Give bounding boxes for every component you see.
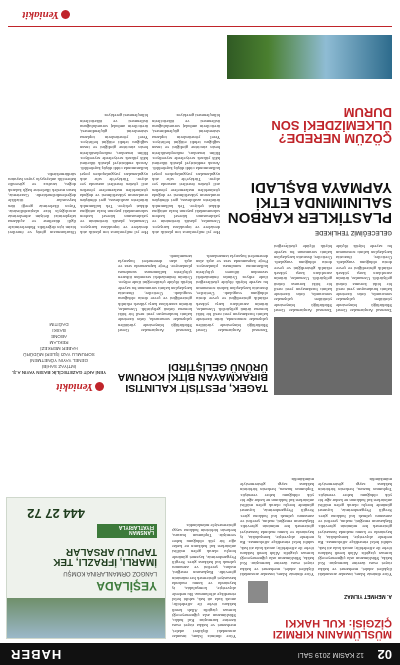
page-number: 02 [377,647,392,662]
section-title: HABER [10,647,62,662]
masthead-line: SORUMLU YAZI İŞLERİ MÜDÜRÜ [23,352,95,357]
plastics-body-col3: Okurlarımızın görüş ve önerileri bizim için değerlidir. Haberlerimizle ilgili düzeltme ve açıklama taleplerinizi iletişim adreslerimiz aracılığıyla bize ulaştırabilirsiniz. Yayın ilkelerimiz gereği tüm başvurular titizlikle değerlendirilmektedir. Gazetemiz, basın meslek ilkelerine bağlı kalarak doğru, tarafsız ve güvenilir habercilik anlayışıyla yayın hayatını sürdürmektedir. [8,171,76,235]
tagek-body-col1: Tarımsal Araştırmalar Genel Müdürlüğü bünyesinde yürütülen çalışmalar sonucunda, ürün üzerinde kalıntı bırakmayan yeni nesil bir bitki koruma ürünü geliştirildi. Uzmanlar, ürünün zararlılara karşı yüksek etkinlik gösterdiğini ve çevre dostu olduğunu vurguladı. Üreticiler, ihracatta karşılaşılan kalıntı sorununun bu sayede büyük ölçüde [336,244,392,313]
plastics-body-col2: Her yıl milyonlarca ton plastik atık denizlere ve topraklara karışıyor. Uzmanlar, plastik üretiminin ve yakılmasının küresel karbon salınımındaki payının hızla arttığına dikkat çekiyor. Tek kullanımlık ürünlerin azaltılması, geri dönüşüm oranlarının yükseltilmesi ve doğada çözünebilen malzemelere yönelim acil çözüm önerileri arasında yer alıyor. Türkiye'de sıfır atık uygulamaları yaygınlaşırken poşet kullanımında ciddi düşüş kaydedildi. Ancak endüstriyel plastik tüketimi hâlâ yüksek seviyelerde seyrediyor. Bilim insanları, mikroplastiklerin besin zincirine girdiğini ve insan sağlığını tehdit ettiğini belirtiyor. Yerel yönetimlerin toplama sistemlerini güçlendirmesi, üreticilerin ambalaj sorumluluğunu üstlenmesi ve tüketicilerin bilinçlenmesi gerekiyor. [80,113,148,235]
kul-hakki-body-col2: Yüce dinimiz İslam, insanlar arasındaki ilişkileri adalet, merhamet ve hakka riayet esası üzerine kurmuştur. Kul hakkı, Müslümanın asla çiğnemeyeceği kırmızı çizgidir. Allah kendi hakkını tövbe ile affedebilir; ancak kula ait hak, sahibi helal etmedikçe affolunmaz. Bu nedenle alışverişte, komşulukta, iş hayatında ve kamu malında hassasiyet göstermek her müminin görevidir. Başkasının emeğini, malını, şerefini ve zamanını çalmak kul hakkına girer. Sevgili Peygamberimiz, kıyamet gününde borçlu olarak gelen müflisi anlatırken kul hakkının ne kadar ağır bir yük olduğunu haber vermiştir. Toplumun huzuru, herkesin birbirinin hakkına saygı göstermesiyle mümkündür. [240,476,314,577]
masthead-line: REKLAM [49,340,69,345]
tagek-photo [274,317,392,395]
tagek-body-col2: Tarımsal Araştırmalar Genel Müdürlüğü bünyesinde yürütülen çalışmalar sonucunda, ürün üzerinde kalıntı bırakmayan yeni nesil bir bitki koruma ürünü geliştirildi. Uzmanlar, ürünün zararlılara karşı yüksek etkinlik gösterdiğini ve çevre dostu olduğunu vurguladı. Üreticiler, ihracatta karşılaşılan kalıntı sorununun bu sayede büyük ölçüde çözüleceğini [274,244,332,313]
masthead-line: İMTİYAZ SAHİBİ [41,364,77,369]
kul-hakki-headline: MÜSLÜMANIN KIRMIZI ÇİZGİSİ: KUL HAKKI [272,617,392,640]
masthead-list [8,243,110,375]
author-photo [248,581,268,603]
real-estate-ad [6,497,166,639]
plastics-body-col1: Her yıl milyonlarca ton plastik atık denizlere ve topraklara karışıyor. Uzmanlar, plastik üretiminin ve yakılmasının küresel karbon salınımındaki payının hızla arttığına dikkat çekiyor. Tek kullanımlık ürünlerin azaltılması, geri dönüşüm oranlarının yükseltilmesi ve doğada çözünebilen malzemelere yönelim acil çözüm önerileri arasında yer alıyor. Türkiye'de sıfır atık uygulamaları yaygınlaşırken poşet kullanımında ciddi düşüş kaydedildi. Ancak endüstriyel plastik tüketimi hâlâ yüksek seviyelerde seyrediyor. Bilim insanları, mikroplastiklerin besin zincirine girdiğini ve insan sağlığını tehdit ettiğini belirtiyor. Yerel yönetimlerin toplama sistemlerini güçlendirmesi, üreticilerin ambalaj sorumluluğunu üstlenmesi ve tüketicilerin bilinçlenmesi gerekiyor. [152,113,220,235]
tagek-body-col3: Tarımsal Araştırmalar Genel Müdürlüğü bünyesinde yürütülen çalışmalar sonucunda, ürün üzerinde kalıntı bırakmayan yeni nesil bir bitki koruma ürünü geliştirildi. Uzmanlar, ürünün zararlılara karşı yüksek etkinlik gösterdiğini ve çevre dostu olduğunu vurguladı. Üreticiler, ihracatta karşılaşılan kalıntı sorununun bu sayede büyük ölçüde çözüleceğini ifade ediyor. Ürünün önümüzdeki sezondan itibaren çiftçilerin kullanımına sunulması planlanıyor. Proje kapsamında sera ve açık alan denemeleri başarıyla tamamlandı. [196,253,268,333]
footer-logo-name: Yeniakit [22,9,59,21]
tagek-body-col4: Tarımsal Araştırmalar Genel Müdürlüğü bünyesinde yürütülen çalışmalar sonucunda, ürün üzerinde kalıntı bırakmayan yeni nesil bir bitki koruma ürünü geliştirildi. Uzmanlar, ürünün zararlılara karşı yüksek etkinlik gösterdiğini ve çevre dostu olduğunu vurguladı. Üreticiler, ihracatta karşılaşılan kalıntı sorununun bu sayede büyük ölçüde çözüleceğini ifade ediyor. Ürünün önümüzdeki sezondan itibaren çiftçilerin kullanımına sunulması planlanıyor. Proje kapsamında sera ve açık alan denemeleri başarıyla tamamlandı. [118,253,192,333]
masthead-line: BASKI [52,328,66,333]
plastics-kicker: GELECEĞİMİZ TEHLİKEDE [314,229,392,235]
ad-headline: İMARLI, İFRAZLI, TEK TAPULU ARSALAR [53,546,157,567]
plastics-photo [227,35,392,79]
masthead-line: YENİ AKİT GAZETECİLİK BASIN YAYIN A.Ş. [11,370,107,375]
masthead-line: HABER MERKEZİ [40,346,78,351]
kul-hakki-body: Yüce dinimiz İslam, insanlar arasındaki ilişkileri adalet, merhamet ve hakka riayet esası üzerine kurmuştur. Kul hakkı, Müslümanın asla çiğnemeyeceği kırmızı çizgidir. Allah kendi hakkını tövbe ile affedebilir; ancak kula ait hak, sahibi helal etmedikçe affolunmaz. Bu nedenle alışverişte, komşulukta, iş hayatında ve kamu malında hassasiyet göstermek her müminin görevidir. Başkasının emeğini, malını, şerefini ve zamanını çalmak kul hakkına girer. Sevgili Peygamberimiz, kıyamet gününde borçlu olarak gelen müflisi anlatırken kul hakkının ne kadar ağır bir yük olduğunu haber vermiştir. Toplumun huzuru, herkesin birbirinin hakkına saygı göstermesiyle mümkündür. [318,476,392,577]
ad-photo [7,598,165,638]
footer-logo [22,9,70,21]
footer-rule [8,26,392,27]
logo-mark-icon [95,382,104,391]
masthead-line: DAĞITIM [49,322,69,327]
ad-brand: YEŞİLADA [96,579,157,593]
masthead-line: GENEL YAYIN YÖNETMENİ [29,358,89,363]
masthead-logo [56,381,104,393]
footer-logo-mark-icon [61,10,70,19]
issue-date: 12 KASIM 2019 SALI [297,651,364,658]
masthead-name: Yeniakit [56,381,93,393]
ad-badge [97,524,157,538]
page-header-bar [0,643,400,665]
tagek-headline: TAGEK, PESTİSİT KALINTISI BIRAKMAYAN BİTKİ KORUMA ÜRÜNÜ GELİŞTİRDİ [118,361,268,394]
kul-hakki-byline: A. MEHMET YILMAZ [344,593,392,599]
ad-tagline: LANGOZ ORMANLARINA KOMŞU [63,570,157,576]
ad-phone: 444 27 72 [27,506,85,521]
kul-hakki-body-col3: Yüce dinimiz İslam, insanlar arasındaki ilişkileri adalet, merhamet ve hakka riayet esası üzerine kurmuştur. Kul hakkı, Müslümanın asla çiğnemeyeceği kırmızı çizgidir. Allah kendi hakkını tövbe ile affedebilir; ancak kula ait hak, sahibi helal etmedikçe affolunmaz. Bu nedenle alışverişte, komşulukta, iş hayatında ve kamu malında hassasiyet göstermek her müminin görevidir. Başkasının emeğini, malını, şerefini ve zamanını çalmak kul hakkına girer. Sevgili Peygamberimiz, kıyamet gününde borçlu olarak gelen müflisi anlatırken kul hakkının ne kadar ağır bir yük olduğunu haber vermiştir. Toplumun huzuru, herkesin birbirinin hakkına saygı göstermesiyle mümkündür. [172,522,236,639]
masthead-line: ABONE [50,334,68,339]
ad-badge-text: LANSMAN FİYATLARIYLA [118,524,154,535]
plastics-headline: PLASTİKLER KARBON SALINIMINDA ETKİ YAPMAYA BAŞLADI [227,179,392,226]
plastics-headline-red: ÇÖZÜM NEREDE? ÜLKEMİZDEKİ SON DURUM [271,105,392,146]
